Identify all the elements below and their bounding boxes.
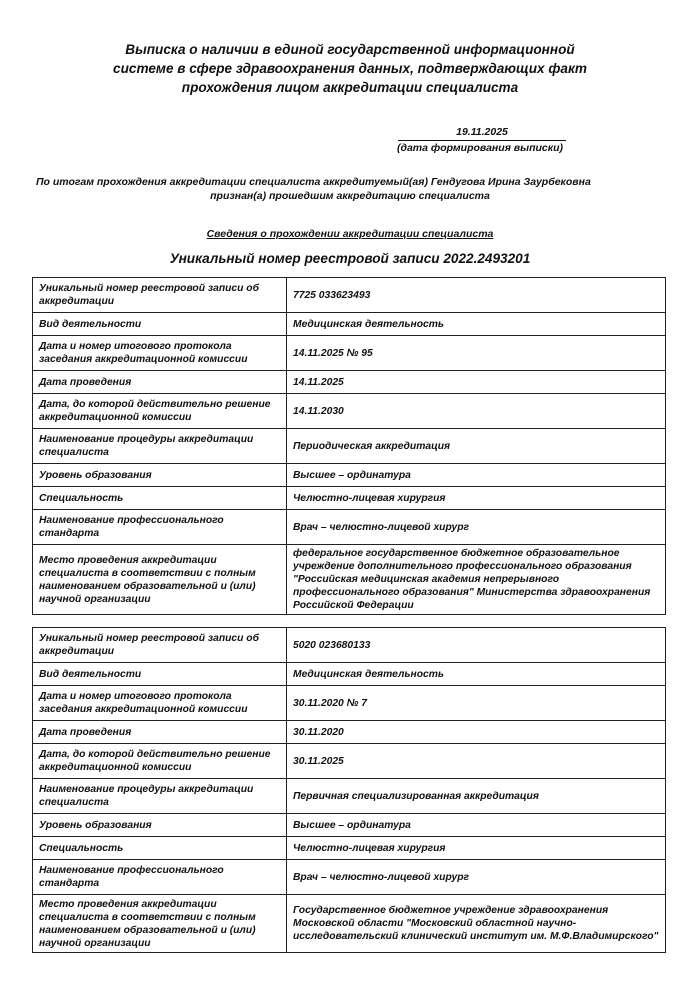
section-heading: Сведения о прохождении аккредитации специалиста (206, 228, 494, 240)
field-label: Специальность (33, 487, 287, 510)
field-value: 7725 033623493 (287, 278, 666, 313)
field-value: 5020 023680133 (287, 628, 666, 663)
field-value: Врач – челюстно-лицевой хирург (287, 510, 666, 545)
field-value: Высшее – ординатура (287, 814, 666, 837)
field-value: Периодическая аккредитация (287, 429, 666, 464)
field-label: Наименование процедуры аккредитации специалиста (33, 779, 287, 814)
field-label: Уровень образования (33, 814, 287, 837)
field-label: Дата проведения (33, 721, 287, 744)
field-value: Первичная специализированная аккредитация (287, 779, 666, 814)
table-row (33, 721, 666, 744)
field-value: 30.11.2025 (287, 744, 666, 779)
field-value: Государственное бюджетное учреждение здравоохранения Московской области "Московский областной научно-исследовательский клинический институт им. М.Ф.Владимирского" (287, 895, 666, 953)
field-value: 14.11.2025 (287, 371, 666, 394)
field-label: Специальность (33, 837, 287, 860)
table-row (33, 510, 666, 545)
table-row (33, 860, 666, 895)
field-label: Вид деятельности (33, 313, 287, 336)
title-line: системе в сфере здравоохранения данных, подтверждающих факт (113, 61, 587, 76)
field-label: Место проведения аккредитации специалиста в соответствии с полным наименованием образовательной и (или) научной организации (33, 545, 287, 615)
field-value: 14.11.2030 (287, 394, 666, 429)
field-label: Дата и номер итогового протокола заседания аккредитационной комиссии (33, 336, 287, 371)
table-row (33, 313, 666, 336)
field-label: Дата и номер итогового протокола заседания аккредитационной комиссии (33, 686, 287, 721)
table-row (33, 278, 666, 313)
result-line-2: признан(а) прошедшим аккредитацию специалиста (210, 190, 490, 202)
field-label: Вид деятельности (33, 663, 287, 686)
document-title (100, 40, 600, 97)
table-row (33, 814, 666, 837)
field-value: 14.11.2025 № 95 (287, 336, 666, 371)
field-label: Место проведения аккредитации специалиста в соответствии с полным наименованием образовательной и (или) научной организации (33, 895, 287, 953)
field-value: Челюстно-лицевая хирургия (287, 487, 666, 510)
accreditation-record-table (32, 277, 666, 615)
table-row (33, 545, 666, 615)
field-label: Дата, до которой действительно решение аккредитационной комиссии (33, 394, 287, 429)
registry-number-heading: Уникальный номер реестровой записи 2022.2493201 (169, 251, 531, 266)
table-row (33, 464, 666, 487)
result-line-1: По итогам прохождения аккредитации специалиста аккредитуемый(ая) Гендугова Ирина Заурбековна (36, 176, 591, 188)
field-value: 30.11.2020 (287, 721, 666, 744)
table-row (33, 429, 666, 464)
field-label: Наименование профессионального стандарта (33, 860, 287, 895)
table-row (33, 394, 666, 429)
field-value: федеральное государственное бюджетное образовательное учреждение дополнительного профессионального образования "Российская медицинская академия непрерывного профессионального образования" Министерства здравоохранения Российской Федерации (287, 545, 666, 615)
field-value: Высшее – ординатура (287, 464, 666, 487)
field-value: Врач – челюстно-лицевой хирург (287, 860, 666, 895)
field-label: Дата, до которой действительно решение аккредитационной комиссии (33, 744, 287, 779)
field-label: Уровень образования (33, 464, 287, 487)
accreditation-record-table (32, 627, 666, 953)
formation-date: 19.11.2025 (398, 126, 566, 141)
table-row (33, 895, 666, 953)
title-line: прохождения лицом аккредитации специалиста (181, 80, 519, 95)
table-row (33, 371, 666, 394)
field-label: Уникальный номер реестровой записи об аккредитации (33, 278, 287, 313)
table-row (33, 779, 666, 814)
table-row (33, 744, 666, 779)
field-label: Дата проведения (33, 371, 287, 394)
table-row (33, 628, 666, 663)
table-row (33, 686, 666, 721)
field-value: Челюстно-лицевая хирургия (287, 837, 666, 860)
table-row (33, 487, 666, 510)
field-label: Уникальный номер реестровой записи об аккредитации (33, 628, 287, 663)
field-value: 30.11.2020 № 7 (287, 686, 666, 721)
field-value: Медицинская деятельность (287, 313, 666, 336)
table-row (33, 663, 666, 686)
formation-date-block (398, 126, 566, 155)
table-row (33, 336, 666, 371)
field-value: Медицинская деятельность (287, 663, 666, 686)
table-row (33, 837, 666, 860)
field-label: Наименование процедуры аккредитации специалиста (33, 429, 287, 464)
formation-date-caption: (дата формирования выписки) (396, 142, 564, 154)
field-label: Наименование профессионального стандарта (33, 510, 287, 545)
title-line: Выписка о наличии в единой государственной информационной (125, 42, 575, 57)
